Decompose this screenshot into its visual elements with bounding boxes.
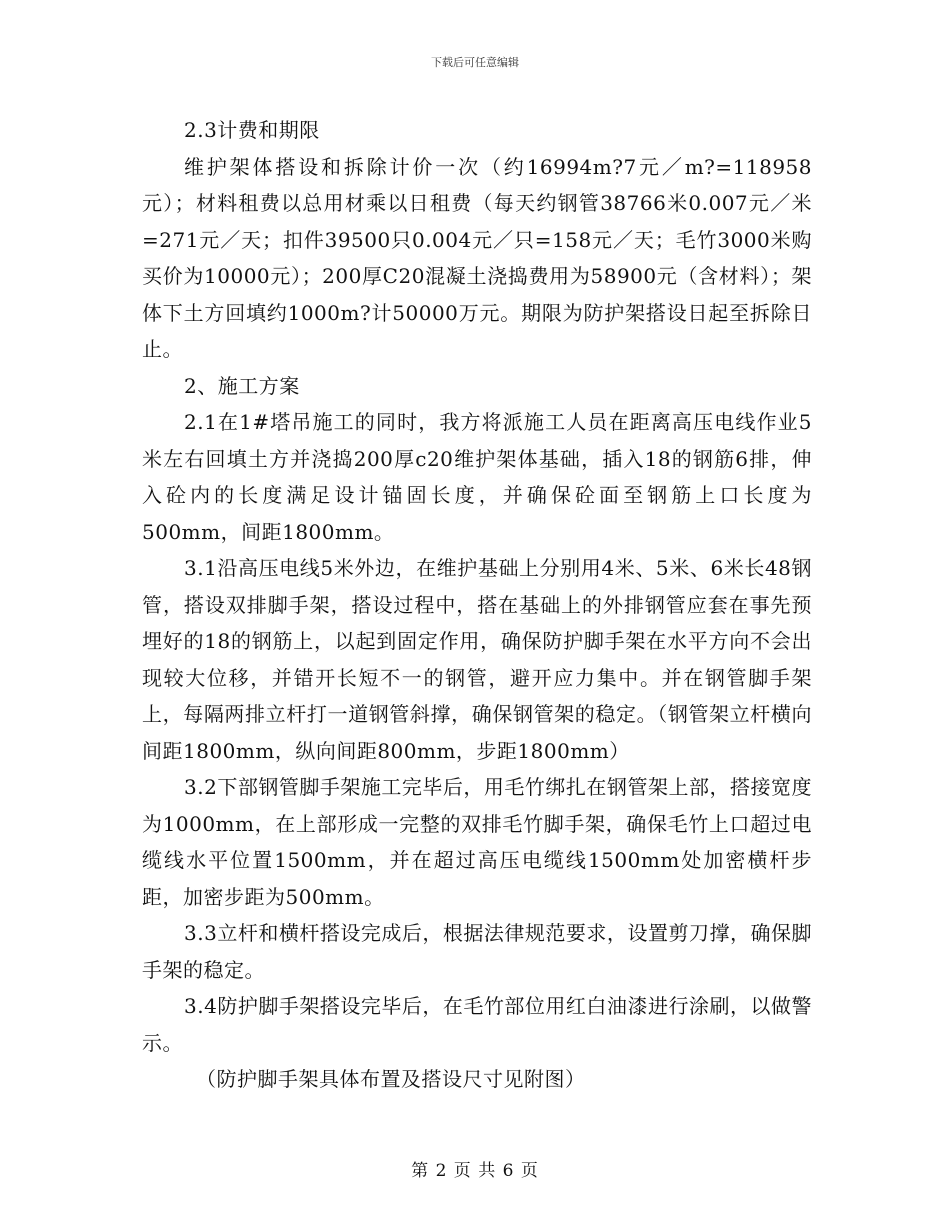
page-header: 下载后可任意编辑 xyxy=(431,56,519,69)
paragraph-3-4: 3.4防护脚手架搭设完毕后，在毛竹部位用红白油漆进行涂刷，以做警示。 xyxy=(142,994,812,1055)
section-heading-billing: 2.3计费和期限 xyxy=(184,118,320,142)
paragraph-attachment-note: （防护脚手架具体布置及搭设尺寸见附图） xyxy=(196,1067,586,1091)
document-body xyxy=(142,112,812,1098)
section-heading-construction-plan: 2、施工方案 xyxy=(184,373,300,398)
paragraph-3-1: 3.1沿高压电线5米外边，在维护基础上分别用4米、5米、6米长48钢管，搭设双排脚手架，搭设过程中，搭在基础上的外排钢管应套在事先预埋好的18的钢筋上，以起到固定作用，确保防护脚手架在水平方向不会出现较大位移，并错开长短不一的钢管，避开应力集中。并在钢管脚手架上，每隔两排立杆打一道钢管斜撑，确保钢管架的稳定。（钢管架立杆横向间距1800mm，纵向间距800mm，步距1800mm） xyxy=(142,556,812,763)
paragraph-2-1: 2.1在1#塔吊施工的同时，我方将派施工人员在距离高压电线作业5米左右回填土方并浇捣200厚c20维护架体基础，插入18的钢筋6排，伸入砼内的长度满足设计锚固长度，并确保砼面至钢筋上口长度为500mm，间距1800mm。 xyxy=(142,410,812,544)
paragraph-cost-details: 维护架体搭设和拆除计价一次（约16994m?7元／m?=118958元）；材料租费以总用材乘以日租费（每天约钢管38766米0.007元／米=271元／天；扣件39500只0.004元／只=158元／天；毛竹3000米购买价为10000元）；200厚C20混凝土浇捣费用为58900元（含材料）；架体下土方回填约1000m?计50000万元。期限为防护架搭设日起至拆除日止。 xyxy=(142,154,812,361)
paragraph-3-2: 3.2下部钢管脚手架施工完毕后，用毛竹绑扎在钢管架上部，搭接宽度为1000mm，在上部形成一完整的双排毛竹脚手架，确保毛竹上口超过电缆线水平位置1500mm，并在超过高压电缆线1500mm处加密横杆步距，加密步距为500mm。 xyxy=(142,775,812,909)
page-number: 第 2 页 共 6 页 xyxy=(411,1161,539,1181)
paragraph-3-3: 3.3立杆和横杆搭设完成后，根据法律规范要求，设置剪刀撑，确保脚手架的稳定。 xyxy=(142,921,812,982)
